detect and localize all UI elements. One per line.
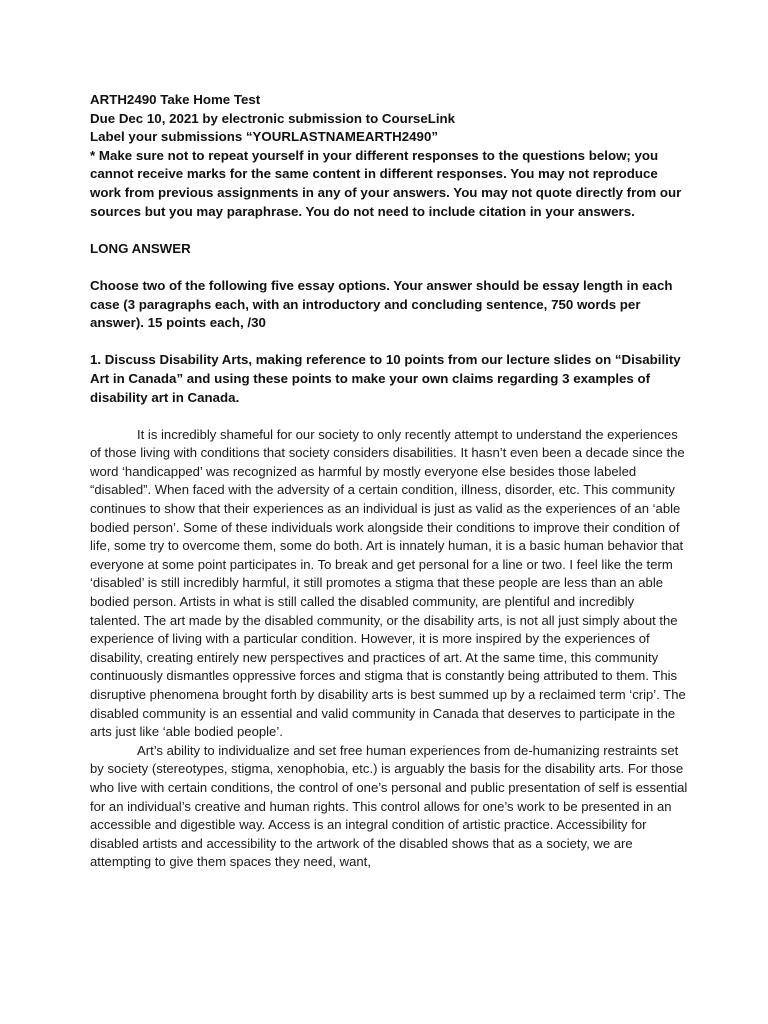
spacer	[90, 407, 688, 426]
spacer	[90, 221, 688, 240]
submission-label: Label your submissions “YOURLASTNAMEARTH2490”	[90, 129, 438, 145]
spacer	[90, 258, 688, 277]
question-text: 1. Discuss Disability Arts, making reference to 10 points from our lecture slides on “Disability Art in Canada” and using these points to make your own claims regarding 3 examples of disability art in Canada.	[90, 352, 681, 405]
spacer	[90, 333, 688, 352]
general-instructions: * Make sure not to repeat yourself in your different responses to the questions below; you cannot receive marks for the same content in different responses. You may not reproduce work from previous assignments in any of your answers. You may not quote directly from our sources but you may paraphrase. You do not need to include citation in your answers.	[90, 147, 682, 219]
section-instructions: Choose two of the following five essay options. Your answer should be essay length in each case (3 paragraphs each, with an introductory and concluding sentence, 750 words per answer). 15 points each, /30	[90, 277, 673, 331]
answer-paragraph-1: It is incredibly shameful for our society to only recently attempt to understand the experiences of those living with conditions that society considers disabilities. It hasn’t even been a decade since the word ‘handicapped’ was recognized as harmful by mostly everyone else besides those labeled “disabled”. When faced with the adversity of a certain condition, illness, disorder, etc. This community continues to show that their experiences as an individual is just as valid as the experiences of an ‘able bodied person’. Some of these individuals work alongside their conditions to improve their condition of life, some try to overcome them, some do both. Art is innately human, it is a basic human behavior that everyone at some point participates in. To break and get personal for a line or two. I feel like the term ‘disabled’ is still incredibly harmful, it still promotes a stigma that these people are less than an able bodied person. Artists in what is still called the disabled community, are plentiful and incredibly talented. The art made by the disabled community, or the disability arts, is not all just simply about the experience of living with a particular condition. However, it is more inspired by the experiences of disability, creating entirely new perspectives and practices of art. At the same time, this community continuously dismantles oppressive forces and stigma that is constantly being attributed to them. This disruptive phenomena brought forth by disability arts is best summed up by a reclaimed term ‘crip’. The disabled community is an essential and valid community in Canada that deserves to participate in the arts just like ‘able bodied people’.	[90, 426, 686, 740]
due-date: Due Dec 10, 2021 by electronic submission to CourseLink	[90, 110, 456, 126]
answer-paragraph-2: Art’s ability to individualize and set free human experiences from de-humanizing restraints set by society (stereotypes, stigma, xenophobia, etc.) is arguably the basis for the disability arts. For those who live with certain conditions, the control of one’s personal and public presentation of self is essential for an individual’s creative and human rights. This control allows for one’s work to be presented in an accessible and digestible way. Access is an integral condition of artistic practice. Accessibility for disabled artists and accessibility to the artwork of the disabled shows that as a society, we are attempting to give them spaces they need, want,	[90, 742, 688, 870]
section-title: LONG ANSWER	[90, 240, 191, 256]
course-title: ARTH2490 Take Home Test	[90, 92, 261, 107]
